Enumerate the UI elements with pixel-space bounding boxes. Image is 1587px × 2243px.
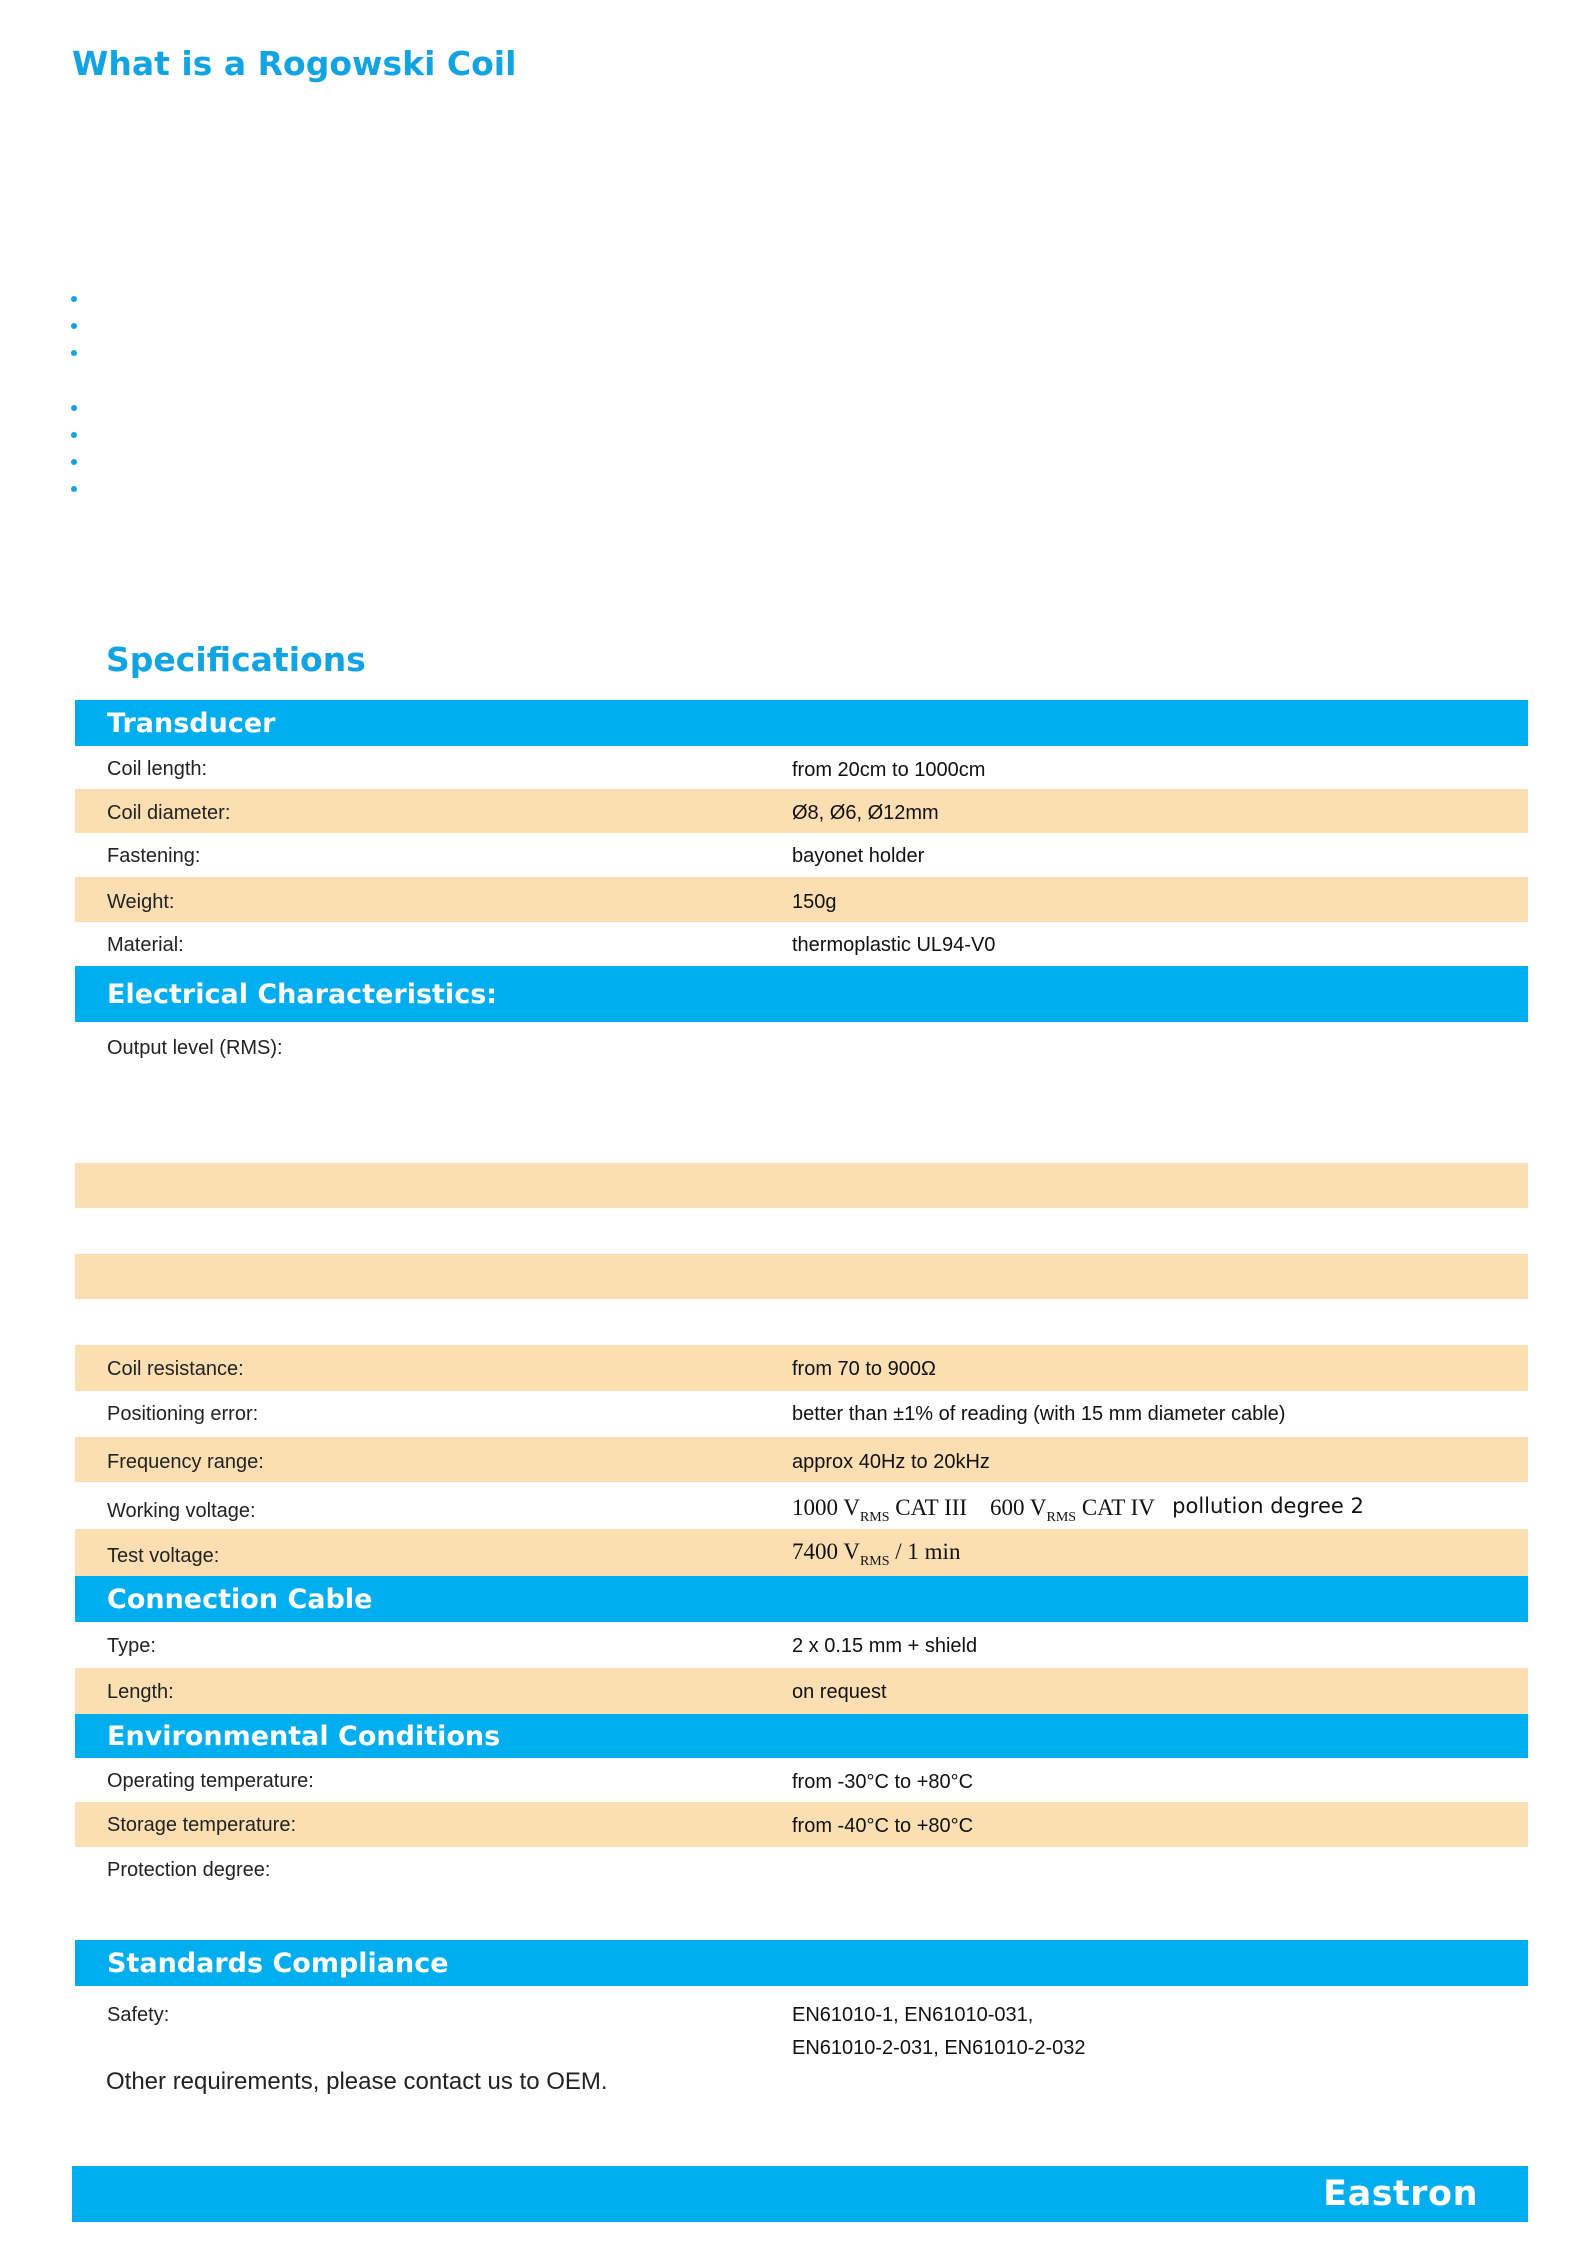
spec-value: better than ±1% of reading (with 15 mm diameter cable) [792,1403,1286,1425]
table-row [75,1163,1528,1208]
page-title: What is a Rogowski Coil [72,44,517,83]
spec-label: Test voltage: [107,1545,220,1567]
spec-label: Storage temperature: [107,1814,296,1836]
section-standards [75,1940,1528,1986]
bullet-icon [71,432,77,438]
section-environment [75,1714,1528,1758]
spec-label: Output level (RMS): [107,1037,283,1059]
spec-value: 7400 $V_{RMS} / 1$ min [792,1539,961,1569]
spec-value: EN61010-1, EN61010-031, [792,2004,1034,2026]
spec-label: Safety: [107,2004,170,2026]
spec-label: Coil length: [107,758,208,780]
bullet-icon [71,486,77,492]
spec-value: from 20cm to 1000cm [792,759,986,781]
spec-label: Positioning error: [107,1403,259,1425]
spec-label: Working voltage: [107,1500,256,1522]
bullet-icon [71,296,77,302]
spec-value: bayonet holder [792,845,925,867]
spec-label: Protection degree: [107,1859,271,1881]
specifications-title: Specifications [106,640,366,679]
section-title: Standards Compliance [107,1947,449,1979]
spec-value: 150g [792,891,837,913]
spec-label: Fastening: [107,845,201,867]
footer-bar [72,2166,1528,2222]
spec-label: Operating temperature: [107,1770,314,1792]
bullet-icon [71,405,77,411]
oem-note: Other requirements, please contact us to OEM. [106,2068,608,2095]
bullet-icon [71,323,77,329]
section-electrical [75,966,1528,1022]
brand-logo: Eastron [1323,2174,1478,2214]
spec-label: Material: [107,934,184,956]
spec-value: Ø8, Ø6, Ø12mm [792,802,939,824]
section-cable [75,1576,1528,1622]
spec-label: Coil resistance: [107,1358,244,1380]
spec-label: Length: [107,1681,174,1703]
section-title: Environmental Conditions [107,1720,501,1752]
spec-value: from -30°C to +80°C [792,1771,974,1793]
section-title: Transducer [107,707,276,739]
bullet-icon [71,350,77,356]
spec-value: 2 x 0.15 mm + shield [792,1635,978,1657]
spec-value: approx 40Hz to 20kHz [792,1451,990,1473]
table-row [75,1254,1528,1299]
spec-value: EN61010-2-031, EN61010-2-032 [792,2037,1086,2059]
spec-label: Coil diameter: [107,802,231,824]
spec-value: from -40°C to +80°C [792,1815,974,1837]
spec-value: on request [792,1681,887,1703]
bullet-icon [71,459,77,465]
spec-value: 1000 $V_{RMS}$ CAT III 600 $V_{RMS}$ CAT IV pollution degree 2 [792,1494,1364,1525]
section-title: Connection Cable [107,1583,373,1615]
section-transducer [75,700,1528,746]
spec-value: from 70 to 900Ω [792,1358,936,1380]
spec-label: Weight: [107,891,175,913]
spec-label: Type: [107,1635,156,1657]
spec-value: thermoplastic UL94-V0 [792,934,996,956]
section-title: Electrical Characteristics: [107,978,498,1010]
spec-label: Frequency range: [107,1451,264,1473]
